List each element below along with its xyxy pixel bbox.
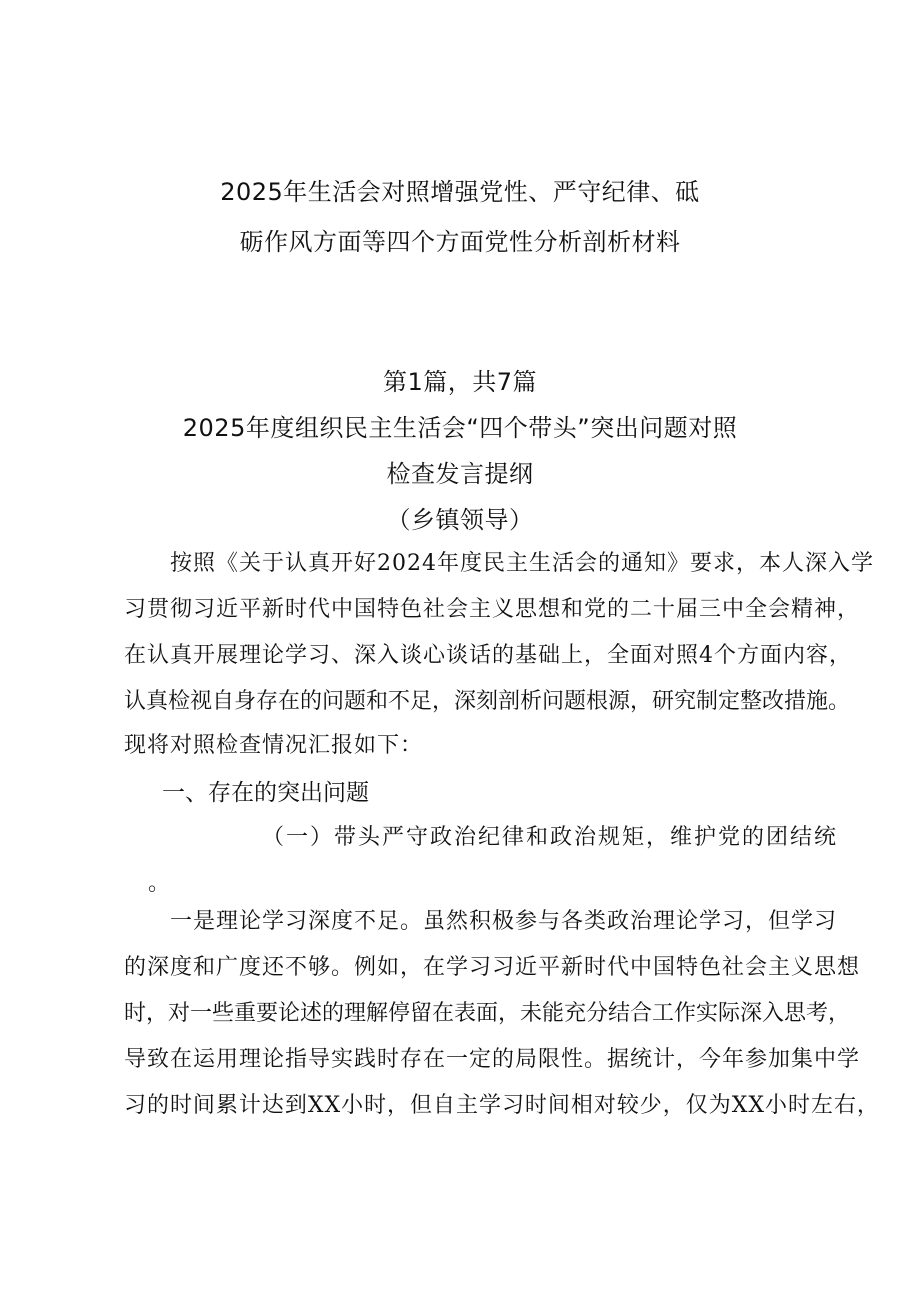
intro-line-5: 现将对照检查情况汇报如下： [124, 733, 424, 758]
part-label: 第1篇，共7篇 [382, 368, 538, 396]
paragraph-2-line-4: 导致在运用理论指导实践时存在一定的局限性。据统计，今年参加集中学 [124, 1047, 861, 1072]
main-title-line-1: 2025年生活会对照增强党性、严守纪律、砥 [220, 178, 700, 206]
intro-line-3: 在认真开展理论学习、深入谈心谈话的基础上，全面对照4个方面内容， [124, 643, 852, 668]
intro-line-1: 按照《关于认真开好2024年度民主生活会的通知》要求，本人深入学 [170, 551, 874, 576]
main-title-line-2: 砺作风方面等四个方面党性分析剖析材料 [239, 228, 681, 256]
subheading-1-line-1: （一）带头严守政治纪律和政治规矩，维护党的团结统 [262, 825, 839, 850]
subheading-1-line-2: 。 [148, 871, 172, 896]
paragraph-2-line-2: 的深度和广度还不够。例如，在学习习近平新时代中国特色社会主义思想 [124, 955, 861, 980]
paragraph-2-line-1: 一是理论学习深度不足。虽然积极参与各类政治理论学习，但学习 [170, 909, 838, 934]
section-subtitle: （乡镇领导） [386, 506, 534, 534]
heading-existing-problems: 一、存在的突出问题 [162, 780, 369, 806]
paragraph-2-line-3: 时，对一些重要论述的理解停留在表面，未能充分结合工作实际深入思考， [124, 1001, 851, 1026]
section-title-line-1: 2025年度组织民主生活会“四个带头”突出问题对照 [182, 414, 738, 442]
intro-line-4: 认真检视自身存在的问题和不足，深刻剖析问题根源，研究制定整改措施。 [124, 689, 851, 714]
paragraph-2-line-5: 习的时间累计达到XX小时，但自主学习时间相对较少，仅为XX小时左右， [124, 1093, 880, 1118]
section-title-line-2: 检查发言提纲 [386, 460, 534, 488]
intro-line-2: 习贯彻习近平新时代中国特色社会主义思想和党的二十届三中全会精神， [124, 597, 861, 622]
